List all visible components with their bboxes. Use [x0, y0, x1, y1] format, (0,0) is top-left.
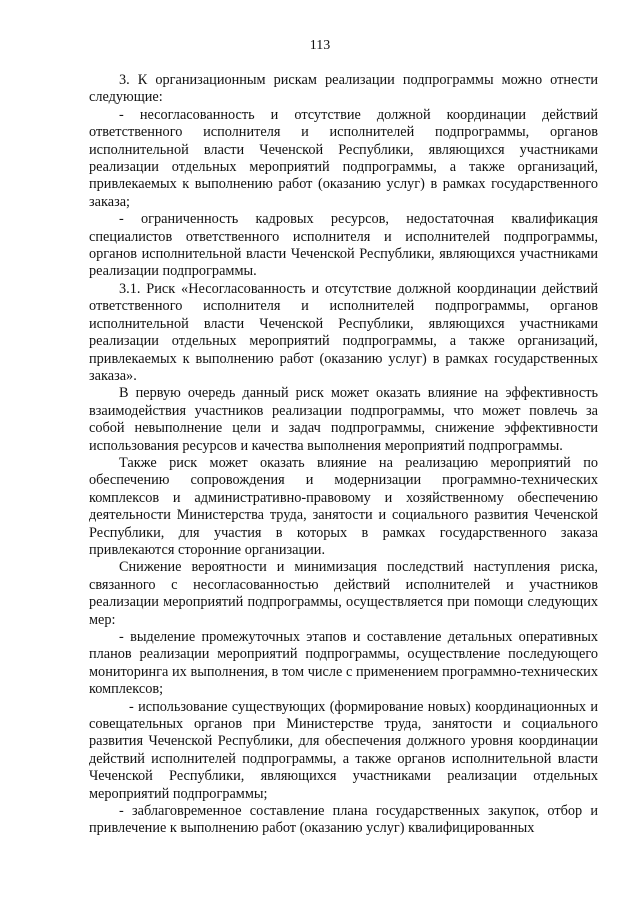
paragraph-risk-3-1: 3.1. Риск «Несогласованность и отсутствие должной координации действий ответственного исполнителя и исполнителей подпрограммы, органов исполнительной власти Чеченской Республики, являющихся участниками реализации отдельных мероприятий подпрограммы, а также организаций, привлекаемых к выполнению работ (оказанию услуг) в рамках государственных заказа».	[89, 280, 598, 384]
paragraph-measure-coordination-bodies: - использование существующих (формирование новых) координационных и совещательных органов при Министерстве труда, занятости и социального развития Чеченской Республики, для обеспечения должного уровня координации действий исполнителей подпрограммы, а также органов исполнительной власти Чеченской Республики, являющихся участниками реализации отдельных мероприятий подпрограммы;	[89, 698, 598, 802]
paragraph-risk-item-coordination: - несогласованность и отсутствие должной координации действий ответственного исполнителя и исполнителей подпрограммы, органов исполнительной власти Чеченской Республики, являющихся участниками реализации отдельных мероприятий подпрограммы, а также организаций, привлекаемых к выполнению работ (оказанию услуг) в рамках государственного заказа;	[89, 106, 598, 210]
paragraph-measure-procurement: - заблаговременное составление плана государственных закупок, отбор и привлечение к выполнению работ (оказанию услуг) квалифицированных	[89, 803, 598, 837]
paragraph-risk-item-staff: - ограниченность кадровых ресурсов, недостаточная квалификация специалистов ответственного исполнителя и исполнителей подпрограммы, органов исполнительной власти Чеченской Республики, являющихся участниками реализации подпрограммы.	[89, 211, 598, 280]
paragraph-measure-stages: - выделение промежуточных этапов и составление детальных оперативных планов реализации мероприятий подпрограммы, осуществление последующего мониторинга их выполнения, в том числе с применением программно-технических комплексов;	[89, 629, 598, 698]
body-text	[89, 72, 598, 838]
page-number: 113	[309, 38, 331, 53]
paragraph-risk-impact-efficiency: В первую очередь данный риск может оказать влияние на эффективность взаимодействия участников реализации подпрограммы, что может повлечь за собой невыполнение цели и задач подпрограммы, снижение эффективности использования ресурсов и качества выполнения мероприятий подпрограммы.	[89, 385, 598, 454]
paragraph-organizational-risks-intro: 3. К организационным рискам реализации подпрограммы можно отнести следующие:	[89, 72, 598, 106]
paragraph-mitigation-intro: Снижение вероятности и минимизация последствий наступления риска, связанного с несогласованностью действий исполнителей и участников реализации мероприятий подпрограммы, осуществляется при помощи следующих мер:	[89, 559, 598, 628]
paragraph-risk-impact-support: Также риск может оказать влияние на реализацию мероприятий по обеспечению сопровождения и модернизации программно-технических комплексов и административно-правовому и хозяйственному обеспечению деятельности Министерства труда, занятости и социального развития Чеченской Республики, для участия в которых в рамках государственного заказа привлекаются сторонние организации.	[89, 454, 598, 558]
